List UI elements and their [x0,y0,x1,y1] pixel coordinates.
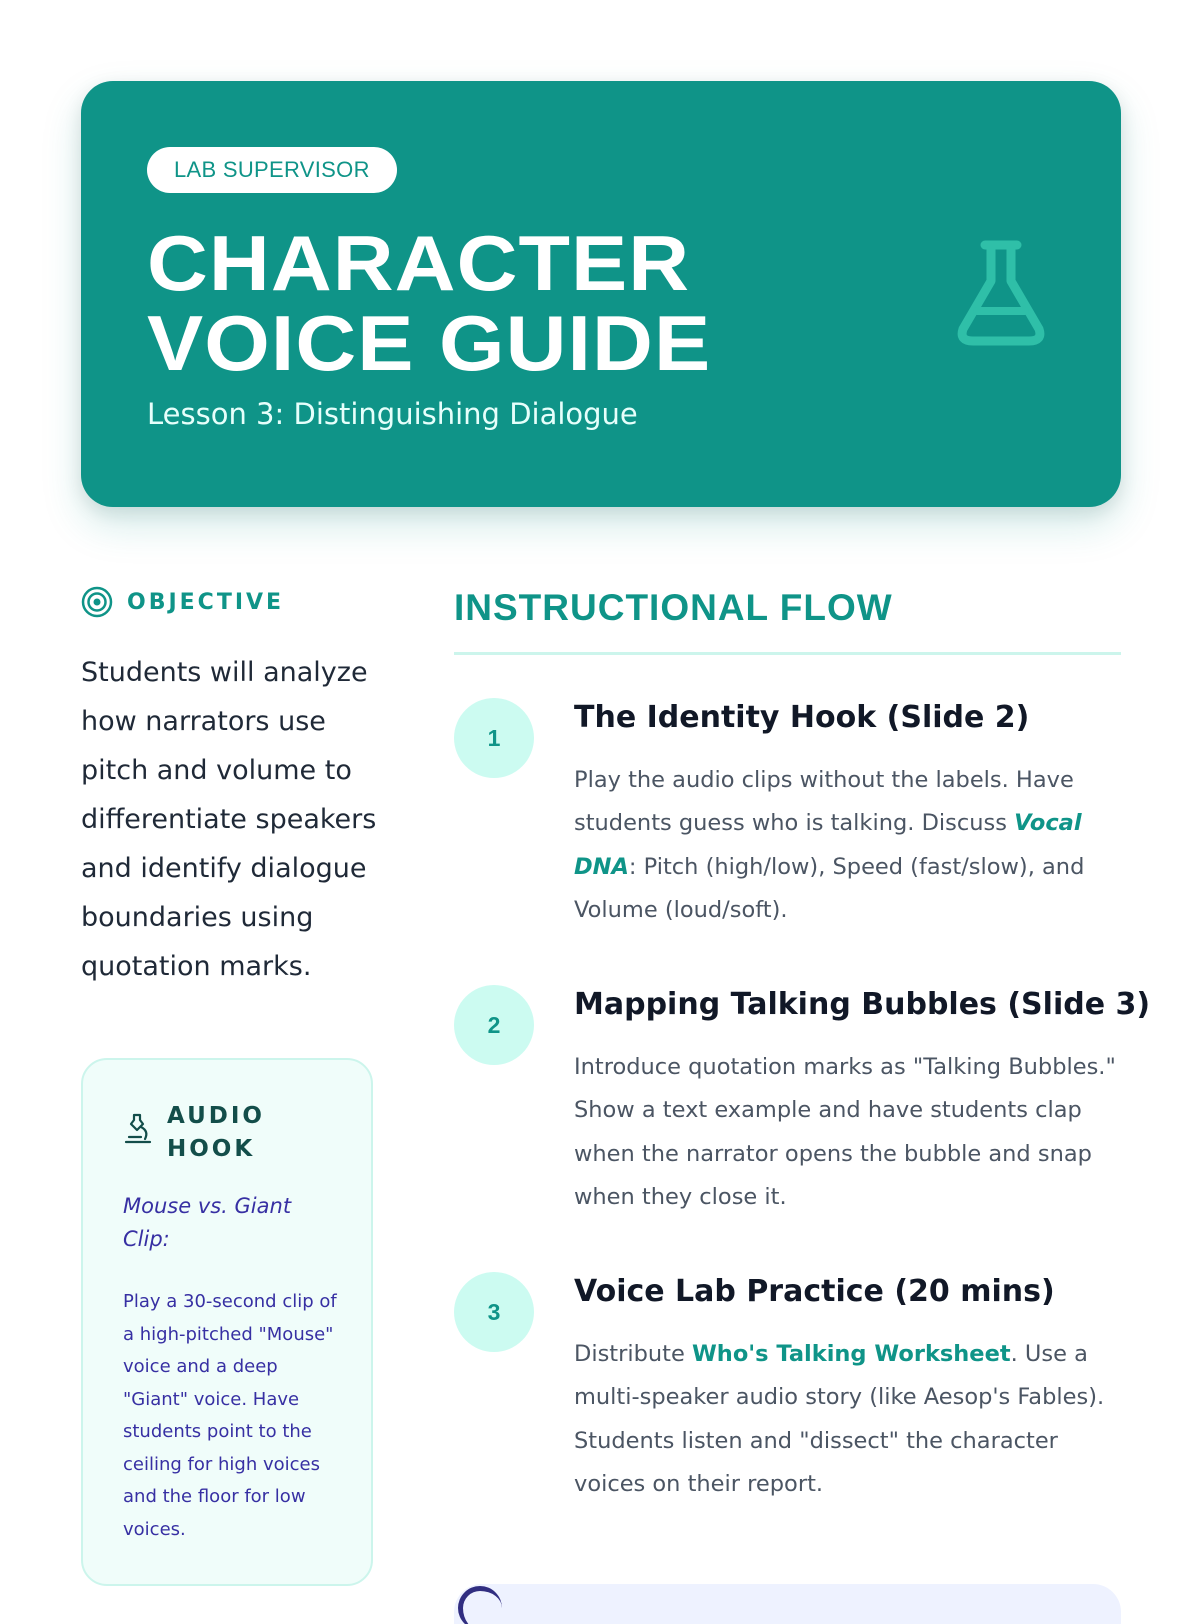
step-body-text: : Pitch (high/low), Speed (fast/slow), and Volume (loud/soft). [574,853,1085,923]
audio-hook-card [81,1058,373,1586]
step-body-text: Play the audio clips without the labels. Have students guess who is talking. Discuss [574,767,1074,837]
audio-hook-clip-title: Mouse vs. Giant Clip: [123,1194,292,1251]
page-title-line-1: CHARACTER [147,219,691,307]
step-title: Voice Lab Practice (20 mins) [574,1274,1055,1309]
step-number-badge: 1 [454,698,534,778]
objective-label: OBJECTIVE [127,589,285,615]
step-body [574,759,1124,932]
lesson-subtitle: Lesson 3: Distinguishing Dialogue [147,397,638,431]
worksheet-link[interactable]: Who's Talking Worksheet [691,1341,1011,1367]
microscope-icon [123,1112,153,1146]
next-section-card [454,1584,1121,1624]
step-number-badge: 3 [454,1272,534,1352]
step-title: The Identity Hook (Slide 2) [574,700,1030,735]
objective-heading [81,586,284,618]
step-body [574,1333,1124,1506]
audio-hook-description: Play a 30-second clip of a high-pitched "Mouse" voice and a deep "Giant" voice. Have students point to the ceiling for high voices and the floor for low voices. [123,1291,337,1540]
vocal-dna-term: Vocal DNA [574,810,1082,880]
page-title-line-2: VOICE GUIDE [147,299,712,387]
step-body: Introduce quotation marks as "Talking Bubbles." Show a text example and have students clap when the narrator opens the bubble and snap when they close it. [574,1054,1116,1210]
objective-text: Students will analyze how narrators use pitch and volume to differentiate speakers and identify dialogue boundaries using quotation marks. [81,657,377,982]
role-badge: LAB SUPERVISOR [147,147,397,193]
step-number-badge: 2 [454,985,534,1065]
audio-hook-heading [123,1100,287,1166]
page-title [147,219,712,387]
step-body-text: Distribute [574,1341,692,1367]
target-icon [81,586,113,618]
flow-title: INSTRUCTIONAL FLOW [454,587,893,628]
step-title: Mapping Talking Bubbles (Slide 3) [574,987,1151,1022]
flask-icon [951,239,1051,349]
step-body-text: . Use a multi-speaker audio story (like Aesop's Fables). Students listen and "dissect" the character voices on their report. [574,1341,1105,1497]
hero-header [81,81,1121,507]
moon-icon [458,1586,502,1624]
audio-hook-label: AUDIO HOOK [167,1103,265,1162]
flow-divider [454,652,1121,655]
